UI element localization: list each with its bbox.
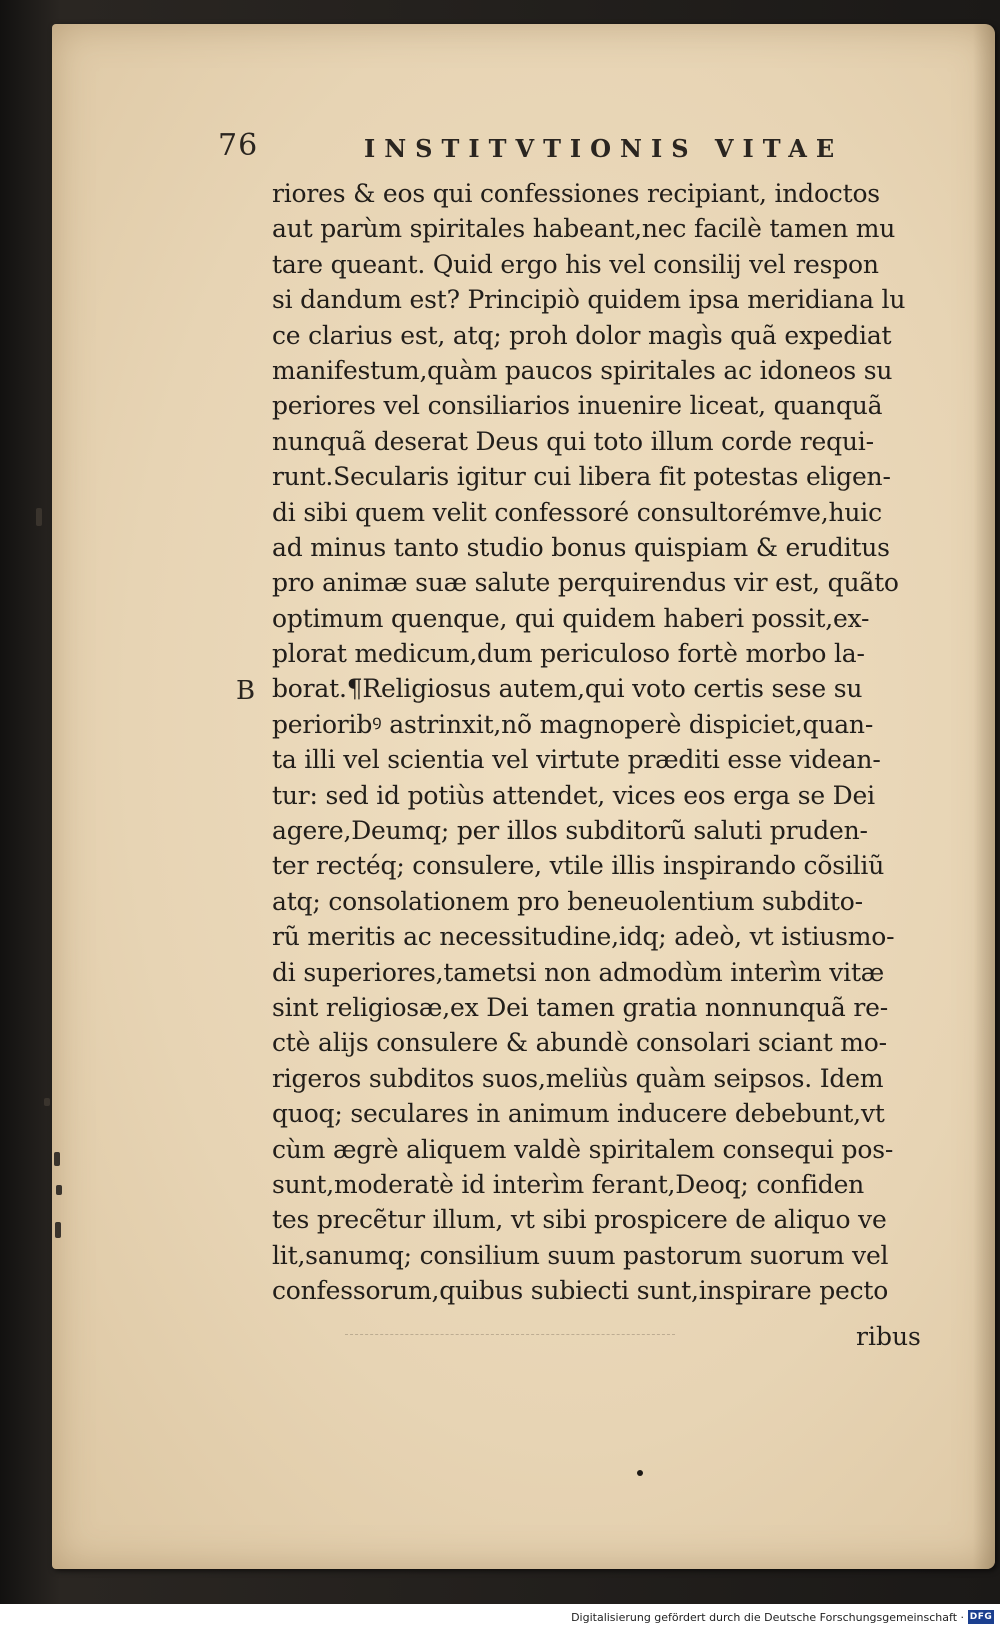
text-line: perioribꝰ astrinxit,nõ magnoperè dispiciet,quan- xyxy=(272,709,874,739)
text-line: rigeros subditos suos,meliùs quàm seipsos. Idem xyxy=(272,1063,884,1093)
text-line: cùm ægrè aliquem valdè spiritalem consequi pos- xyxy=(272,1134,894,1164)
text-line: ce clarius est, atq; proh dolor magìs quã expediat xyxy=(272,320,892,350)
page-fold-shadow xyxy=(973,24,995,1569)
text-line: ta illi vel scientia vel virtute præditi esse videan- xyxy=(272,745,881,775)
text-line: aut parùm spiritales habeant,nec facilè tamen mu xyxy=(272,214,896,244)
text-line: sint religiosæ,ex Dei tamen gratia nonnunquã re- xyxy=(272,992,888,1022)
margin-mark xyxy=(44,1098,50,1106)
running-title: INSTITVTIONIS VITAE xyxy=(364,134,844,163)
text-line: pro animæ suæ salute perquirendus vir est, quãto xyxy=(272,568,899,598)
margin-mark xyxy=(36,508,42,526)
digitization-credit: Digitalisierung gefördert durch die Deutsche Forschungsgemeinschaft · xyxy=(571,1611,964,1624)
running-head xyxy=(218,128,873,168)
text-line: optimum quenque, qui quidem haberi possit,ex- xyxy=(272,603,870,633)
margin-mark xyxy=(55,1222,61,1238)
text-line: tare queant. Quid ergo his vel consilij vel respon xyxy=(272,249,879,279)
text-line: riores & eos qui confessiones recipiant, indoctos xyxy=(272,179,880,208)
text-line: periores vel consiliarios inuenire liceat, quanquã xyxy=(272,391,883,421)
text-line: quoq; seculares in animum inducere debebunt,vt xyxy=(272,1099,885,1129)
text-line: runt.Secularis igitur cui libera fit potestas eligen- xyxy=(272,462,891,492)
body-text xyxy=(272,176,912,1309)
ink-dot xyxy=(637,1470,643,1476)
text-line: rũ meritis ac necessitudine,idq; adeò, vt istiusmo- xyxy=(272,922,895,952)
marginal-letter: B xyxy=(236,676,256,706)
catchword: ribus xyxy=(856,1322,921,1351)
text-line: lit,sanumq; consilium suum pastorum suorum vel xyxy=(272,1240,889,1270)
faint-rule xyxy=(345,1334,675,1336)
text-line: si dandum est? Principiò quidem ipsa meridiana lu xyxy=(272,285,906,315)
text-line: atq; consolationem pro beneuolentium subdito- xyxy=(272,886,863,916)
text-line: nunquã deserat Deus qui toto illum corde requi- xyxy=(272,426,874,456)
margin-mark xyxy=(54,1152,60,1166)
text-line: agere,Deumq; per illos subditorũ saluti pruden- xyxy=(272,816,868,846)
text-line: ter rectéq; consulere, vtile illis inspirando cõsiliũ xyxy=(272,851,885,881)
page-number: 76 xyxy=(218,128,259,163)
text-line: plorat medicum,dum periculoso fortè morbo la- xyxy=(272,639,865,669)
text-line: tes precẽtur illum, vt sibi prospicere de aliquo ve xyxy=(272,1205,887,1235)
text-line: di sibi quem velit confessoré consultorémve,huic xyxy=(272,497,882,527)
margin-mark xyxy=(56,1185,62,1195)
text-line: confessorum,quibus subiecti sunt,inspirare pecto xyxy=(272,1276,889,1306)
footer-bar xyxy=(0,1604,1000,1632)
text-line: tur: sed id potiùs attendet, vices eos erga se Dei xyxy=(272,780,875,810)
text-line: manifestum,quàm paucos spiritales ac idoneos su xyxy=(272,355,893,385)
text-line: borat.¶Religiosus autem,qui voto certis sese su xyxy=(272,674,863,704)
text-line: ad minus tanto studio bonus quispiam & eruditus xyxy=(272,532,890,562)
dfg-logo-icon: DFG xyxy=(969,1612,993,1622)
text-line: ctè alijs consulere & abundè consolari sciant mo- xyxy=(272,1028,887,1058)
text-line: sunt,moderatè id interìm ferant,Deoq; confiden xyxy=(272,1169,865,1199)
text-line: di superiores,tametsi non admodùm interìm vitæ xyxy=(272,957,885,987)
